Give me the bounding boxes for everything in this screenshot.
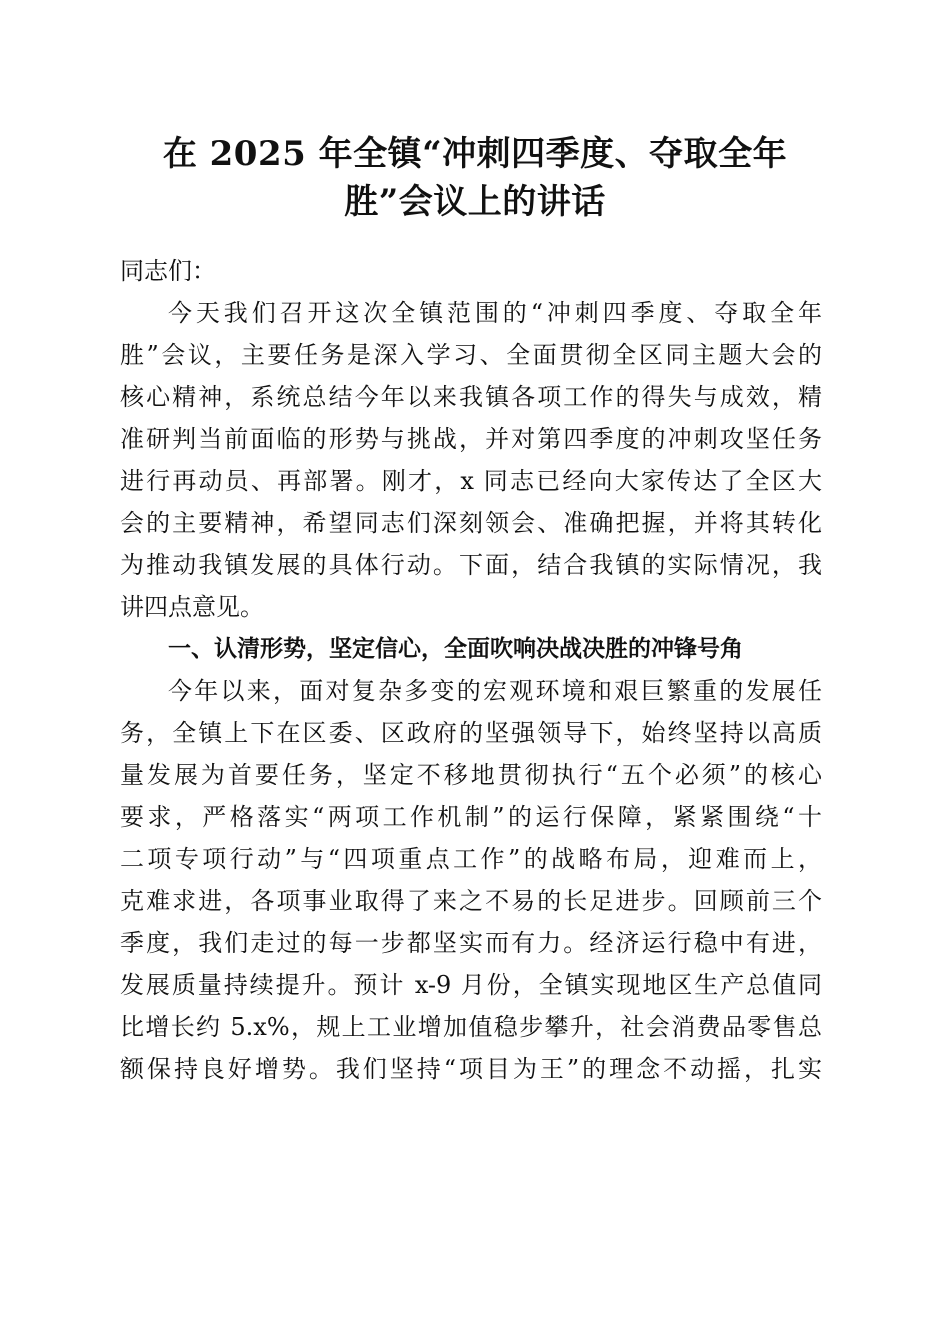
salutation: 同志们： [120, 257, 216, 285]
paragraph-line: 核心精神，系统总结今年以来我镇各项工作的得失与成效，精 [120, 383, 822, 411]
paragraph-line: 今年以来，面对复杂多变的宏观环境和艰巨繁重的发展任 [168, 677, 822, 705]
paragraph-line: 克难求进，各项事业取得了来之不易的长足进步。回顾前三个 [120, 887, 822, 915]
paragraph-line: 今天我们召开这次全镇范围的“冲刺四季度、夺取全年 [168, 299, 822, 327]
paragraph-line: 讲四点意见。 [120, 593, 264, 621]
document-body [120, 250, 822, 1090]
paragraph-line: 会的主要精神，希望同志们深刻领会、准确把握，并将其转化 [120, 509, 822, 537]
paragraph-line: 进行再动员、再部署。刚才，x 同志已经向大家传达了全区大 [120, 467, 822, 495]
paragraph-line: 务，全镇上下在区委、区政府的坚强领导下，始终坚持以高质 [120, 719, 822, 747]
paragraph-line: 要求，严格落实“两项工作机制”的运行保障，紧紧围绕“十 [120, 803, 822, 831]
section-heading: 一、认清形势，坚定信心，全面吹响决战决胜的冲锋号角 [168, 636, 743, 662]
paragraph-line: 二项专项行动”与“四项重点工作”的战略布局，迎难而上， [120, 845, 822, 873]
paragraph-line: 发展质量持续提升。预计 x-9 月份，全镇实现地区生产总值同 [120, 971, 822, 999]
paragraph-line: 比增长约 5.x%，规上工业增加值稳步攀升，社会消费品零售总 [120, 1013, 822, 1041]
title-line: 在 2025 年全镇“冲刺四季度、夺取全年 [162, 134, 788, 174]
paragraph-line: 季度，我们走过的每一步都坚实而有力。经济运行稳中有进， [120, 929, 822, 957]
title-line: 胜”会议上的讲话 [344, 182, 606, 222]
paragraph-line: 量发展为首要任务，坚定不移地贯彻执行“五个必须”的核心 [120, 761, 822, 789]
paragraph-line: 准研判当前面临的形势与挑战，并对第四季度的冲刺攻坚任务 [120, 425, 822, 453]
paragraph-line: 为推动我镇发展的具体行动。下面，结合我镇的实际情况，我 [120, 551, 822, 579]
document-title [120, 130, 830, 226]
paragraph-line: 额保持良好增势。我们坚持“项目为王”的理念不动摇，扎实 [120, 1055, 822, 1083]
paragraph-line: 胜”会议，主要任务是深入学习、全面贯彻全区同主题大会的 [120, 341, 822, 369]
